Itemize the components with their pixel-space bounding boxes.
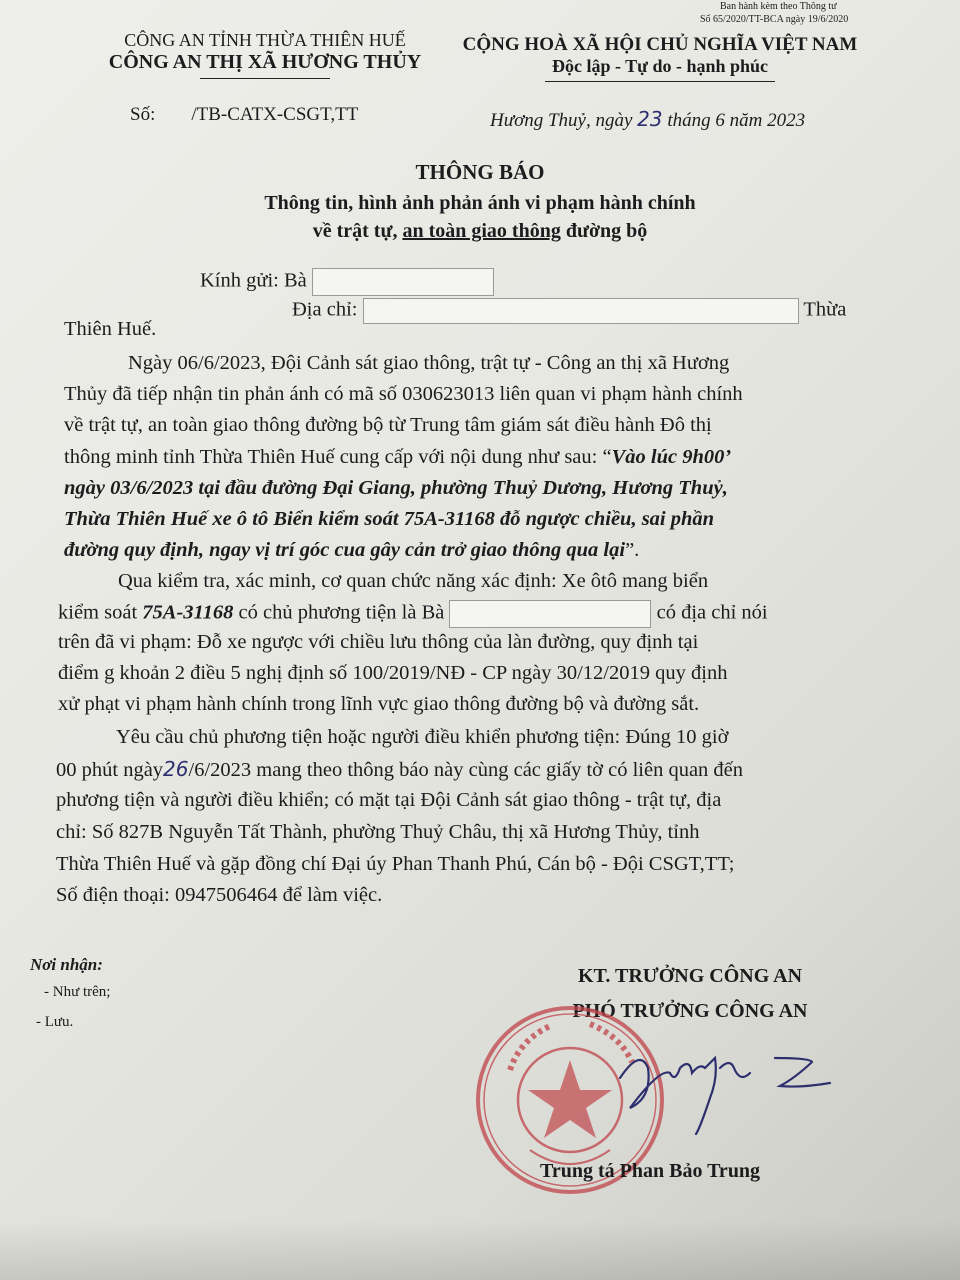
corner-note-line1: Ban hành kèm theo Thông tư (720, 1, 837, 12)
para1-line5: ngày 03/6/2023 tại đầu đường Đại Giang, phường Thuỷ Dương, Hương Thuỷ, (64, 477, 728, 499)
handwritten-signature (600, 1038, 840, 1138)
para1-line3: về trật tự, an toàn giao thông đường bộ từ Trung tâm giám sát điều hành Đô thị (64, 414, 712, 436)
national-header (440, 34, 880, 82)
subtitle-part-b: an toàn giao thông (402, 220, 561, 242)
para1-line7-a: đường quy định, ngay vị trí góc cua gây cản trở giao thông qua lại (64, 539, 626, 561)
issuing-agency (60, 30, 470, 79)
subtitle-part-a: về trật tự, (312, 220, 398, 242)
signature-title-2: PHÓ TRƯỞNG CÔNG AN (572, 1000, 808, 1022)
address-label: Địa chỉ: (292, 298, 358, 321)
para2-line1: Qua kiểm tra, xác minh, cơ quan chức năng xác định: Xe ôtô mang biển (118, 570, 709, 592)
redacted-owner-box (449, 600, 651, 628)
document-subtitle-1: Thông tin, hình ảnh phản ánh vi phạm hành chính (264, 192, 696, 214)
recipient-item: - Lưu. (36, 1014, 74, 1030)
unit-name: CÔNG AN THỊ XÃ HƯƠNG THỦY (108, 51, 422, 73)
signer-name: Trung tá Phan Bảo Trung (540, 1160, 761, 1182)
corner-note-line2: Số 65/2020/TT-BCA ngày 19/6/2020 (700, 14, 849, 25)
page-shadow (0, 1220, 960, 1280)
subtitle-part-c: đường bộ (565, 220, 648, 242)
address-continued: Thiên Huế. (64, 318, 157, 340)
date-prefix: Hương Thuỷ, ngày (490, 110, 633, 131)
para1-line1: Ngày 06/6/2023, Đội Cảnh sát giao thông, trật tự - Công an thị xã Hương (128, 352, 730, 374)
document-title: THÔNG BÁO (415, 160, 545, 184)
para3-line2-a: 00 phút ngày (56, 759, 164, 781)
para1-line4-b: Vào lúc 9h00’ (611, 446, 732, 468)
agency-name: CÔNG AN TỈNH THỪA THIÊN HUẾ (124, 30, 406, 50)
license-plate: 75A-31168 (142, 601, 234, 624)
para1-line4 (64, 446, 731, 469)
para1-line2: Thủy đã tiếp nhận tin phản ánh có mã số 030623013 liên quan vi phạm hành chính (64, 383, 743, 405)
para2-line2 (58, 600, 768, 628)
number-label: Số: (130, 104, 156, 125)
document-number (130, 104, 358, 126)
issue-date (490, 107, 805, 132)
redacted-name-box (312, 268, 494, 296)
document-subtitle-2 (0, 220, 960, 243)
para2-line2-c: có địa chỉ nói (656, 601, 768, 624)
date-suffix: tháng 6 năm 2023 (667, 110, 806, 131)
para3-line1: Yêu cầu chủ phương tiện hoặc người điều khiển phương tiện: Đúng 10 giờ (116, 726, 729, 748)
para2-line3: trên đã vi phạm: Đỗ xe ngược với chiều lưu thông của làn đường, quy định tại (58, 631, 699, 653)
agency-underline (200, 78, 330, 79)
para1-line4-a: thông minh tỉnh Thừa Thiên Huế cung cấp với nội dung như sau: “ (64, 446, 612, 468)
para3-line2-b: /6/2023 mang theo thông báo này cùng các giấy tờ có liên quan đến (188, 759, 744, 781)
recipients-heading: Nơi nhận: (30, 955, 103, 974)
handwritten-day: 23 (637, 107, 663, 131)
handwritten-appointment-day: 26 (163, 757, 189, 781)
motto-underline (545, 81, 775, 82)
greeting: Kính gửi: Bà (200, 269, 307, 292)
para2-line2-b: có chủ phương tiện là Bà (238, 601, 445, 624)
para2-line2-a: kiểm soát (58, 601, 138, 624)
nation-name: CỘNG HOÀ XÃ HỘI CHỦ NGHĨA VIỆT NAM (462, 34, 858, 55)
para3-line5: Thừa Thiên Huế và gặp đồng chí Đại úy Phan Thanh Phú, Cán bộ - Đội CSGT,TT; (56, 853, 735, 875)
signature-title-1: KT. TRƯỞNG CÔNG AN (577, 965, 803, 987)
para2-line4: điểm g khoản 2 điều 5 nghị định số 100/2019/NĐ - CP ngày 30/12/2019 quy định (58, 662, 728, 684)
address-line (292, 298, 846, 324)
redacted-address-box (363, 298, 799, 324)
para3-line3: phương tiện và người điều khiển; có mặt tại Đội Cảnh sát giao thông - trật tự, địa (56, 789, 722, 811)
addressee-line (200, 268, 494, 296)
number-value: /TB-CATX-CSGT,TT (191, 104, 359, 125)
para1-line7-b: ”. (625, 539, 640, 561)
para3-line4: chỉ: Số 827B Nguyễn Tất Thành, phường Thuỷ Châu, thị xã Hương Thủy, tỉnh (56, 821, 700, 843)
para3-line6: Số điện thoại: 0947506464 để làm việc. (56, 884, 383, 906)
para2-line5: xử phạt vi phạm hành chính trong lĩnh vực giao thông đường bộ và đường sắt. (58, 693, 700, 715)
para1-line6: Thừa Thiên Huế xe ô tô Biển kiểm soát 75A-31168 đỗ ngược chiều, sai phần (64, 508, 715, 530)
para3-line2 (56, 757, 743, 782)
address-tail: Thừa (803, 298, 847, 321)
circular-reference-note (700, 0, 849, 26)
national-motto: Độc lập - Tự do - hạnh phúc (551, 56, 769, 76)
recipient-item: - Như trên; (44, 984, 111, 1000)
para1-line7 (64, 539, 639, 562)
